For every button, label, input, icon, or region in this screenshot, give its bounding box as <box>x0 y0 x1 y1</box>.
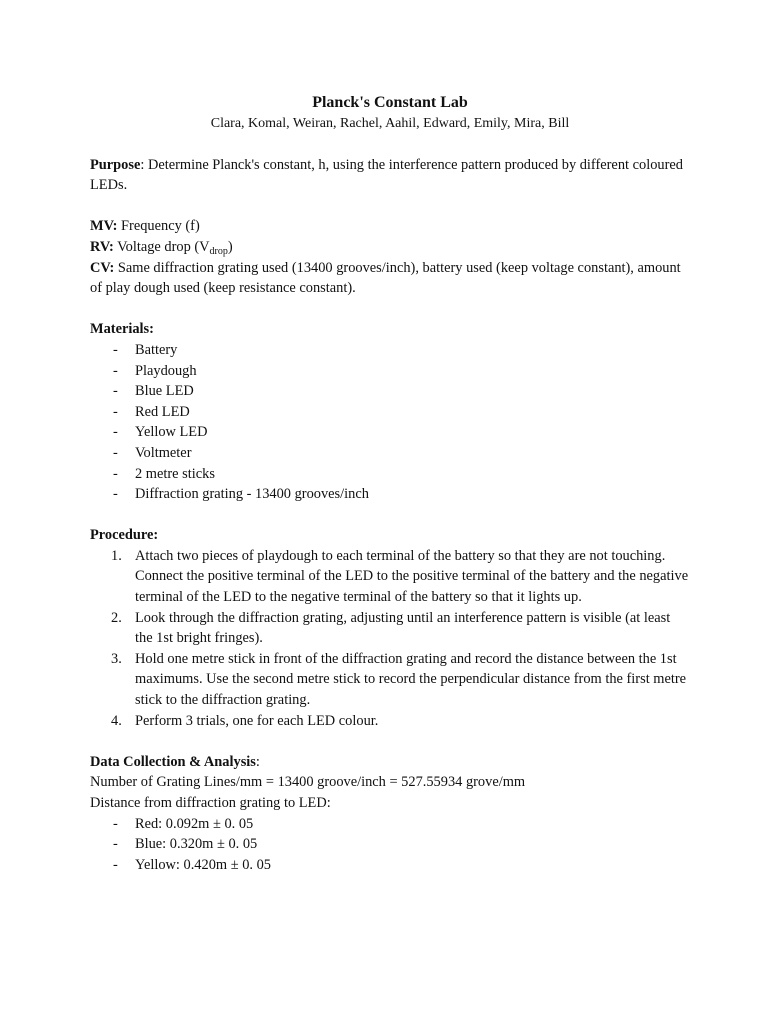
dash-bullet: - <box>113 836 118 853</box>
list-item <box>90 484 690 505</box>
spacer <box>90 505 690 526</box>
procedure-heading-text: Procedure: <box>90 527 159 544</box>
document-page <box>90 92 690 875</box>
step-number: 2. <box>111 609 122 626</box>
distance-uncertainty: ± 0. 05 <box>230 856 271 873</box>
grating-lines-text: Number of Grating Lines/mm = 13400 groove/inch = 527.55934 grove/mm <box>90 774 526 791</box>
rv-line <box>90 237 690 258</box>
procedure-step <box>90 608 690 649</box>
list-item <box>90 402 690 423</box>
list-item <box>90 340 690 361</box>
dash-bullet: - <box>113 815 118 832</box>
material-text: Voltmeter <box>135 444 192 461</box>
dash-bullet: - <box>113 444 118 461</box>
step-text: Attach two pieces of playdough to each terminal of the battery so that they are not touching. Connect the positive terminal of the LED to the positive terminal of the battery and the negative terminal of the LED to the negative terminal of the battery so that it lights up. <box>135 547 689 606</box>
procedure-step <box>90 546 690 608</box>
distance-intro-text: Distance from diffraction grating to LED: <box>90 795 331 811</box>
material-text: Battery <box>135 341 178 358</box>
analysis-heading-colon: : <box>255 753 260 770</box>
procedure-step <box>90 649 690 711</box>
material-text: Blue LED <box>135 383 194 400</box>
material-text: Red LED <box>135 403 190 420</box>
dash-bullet: - <box>113 486 118 503</box>
list-item <box>90 464 690 485</box>
cv-text: Same diffraction grating used (13400 grooves/inch), battery used (keep voltage constant), amount of play dough used (keep resistance constant). <box>90 259 681 297</box>
step-number: 4. <box>111 712 122 729</box>
list-item <box>90 443 690 464</box>
document-title: Planck's Constant Lab <box>312 94 468 111</box>
distance-uncertainty: ± 0. 05 <box>216 836 258 853</box>
material-text: Diffraction grating - 13400 grooves/inch <box>135 486 369 503</box>
step-number: 1. <box>111 547 122 564</box>
rv-subscript: drop <box>209 245 228 257</box>
spacer <box>90 299 690 320</box>
spacer <box>90 731 690 752</box>
distance-label: Blue: 0.320m <box>135 836 217 853</box>
mv-text: Frequency (f) <box>117 218 200 235</box>
purpose-label: Purpose <box>90 156 141 173</box>
author-list: Clara, Komal, Weiran, Rachel, Aahil, Edward, Emily, Mira, Bill <box>210 116 570 131</box>
mv-label: MV: <box>90 218 118 235</box>
distance-label: Red: 0.092m <box>135 815 213 832</box>
step-number: 3. <box>111 650 122 667</box>
analysis-heading-text: Data Collection & Analysis <box>90 753 256 770</box>
dash-bullet: - <box>113 465 118 482</box>
mv-line <box>90 216 690 237</box>
list-item <box>90 855 690 876</box>
distance-uncertainty: ± 0. 05 <box>212 815 254 832</box>
dash-bullet: - <box>113 424 118 441</box>
list-item <box>90 422 690 443</box>
step-text: Look through the diffraction grating, adjusting until an interference pattern is visible (at least the 1st bright fringes). <box>135 609 671 647</box>
material-text: 2 metre sticks <box>135 465 215 482</box>
material-text: Yellow LED <box>135 424 208 441</box>
list-item <box>90 814 690 835</box>
spacer <box>90 196 690 217</box>
rv-text: Voltage drop (V <box>113 238 210 255</box>
dash-bullet: - <box>113 341 118 358</box>
step-text: Hold one metre stick in front of the diffraction grating and record the distance between the 1st maximums. Use the second metre stick to record the perpendicular distance from the first metre stick to the diffraction grating. <box>135 650 687 709</box>
dash-bullet: - <box>113 403 118 420</box>
rv-text-end: ) <box>227 238 233 255</box>
rv-label: RV: <box>90 238 114 255</box>
list-item <box>90 834 690 855</box>
purpose-paragraph <box>90 155 690 196</box>
list-item <box>90 381 690 402</box>
procedure-list <box>90 546 690 731</box>
procedure-step <box>90 711 690 732</box>
material-text: Playdough <box>135 362 197 379</box>
distance-list <box>90 814 690 876</box>
dash-bullet: - <box>113 383 118 400</box>
materials-list <box>90 340 690 505</box>
spacer <box>90 134 690 155</box>
materials-heading-text: Materials: <box>90 321 154 338</box>
cv-paragraph <box>90 258 690 299</box>
dash-bullet: - <box>113 856 118 873</box>
cv-label: CV: <box>90 259 115 276</box>
step-text: Perform 3 trials, one for each LED colour. <box>135 712 379 729</box>
materials-heading <box>90 319 690 340</box>
list-item <box>90 361 690 382</box>
dash-bullet: - <box>113 362 118 379</box>
procedure-heading <box>90 525 690 546</box>
distance-label: Yellow: 0.420m <box>135 856 231 873</box>
analysis-heading <box>90 752 690 773</box>
purpose-text: : Determine Planck's constant, h, using the interference pattern produced by different coloured LEDs. <box>90 156 683 194</box>
